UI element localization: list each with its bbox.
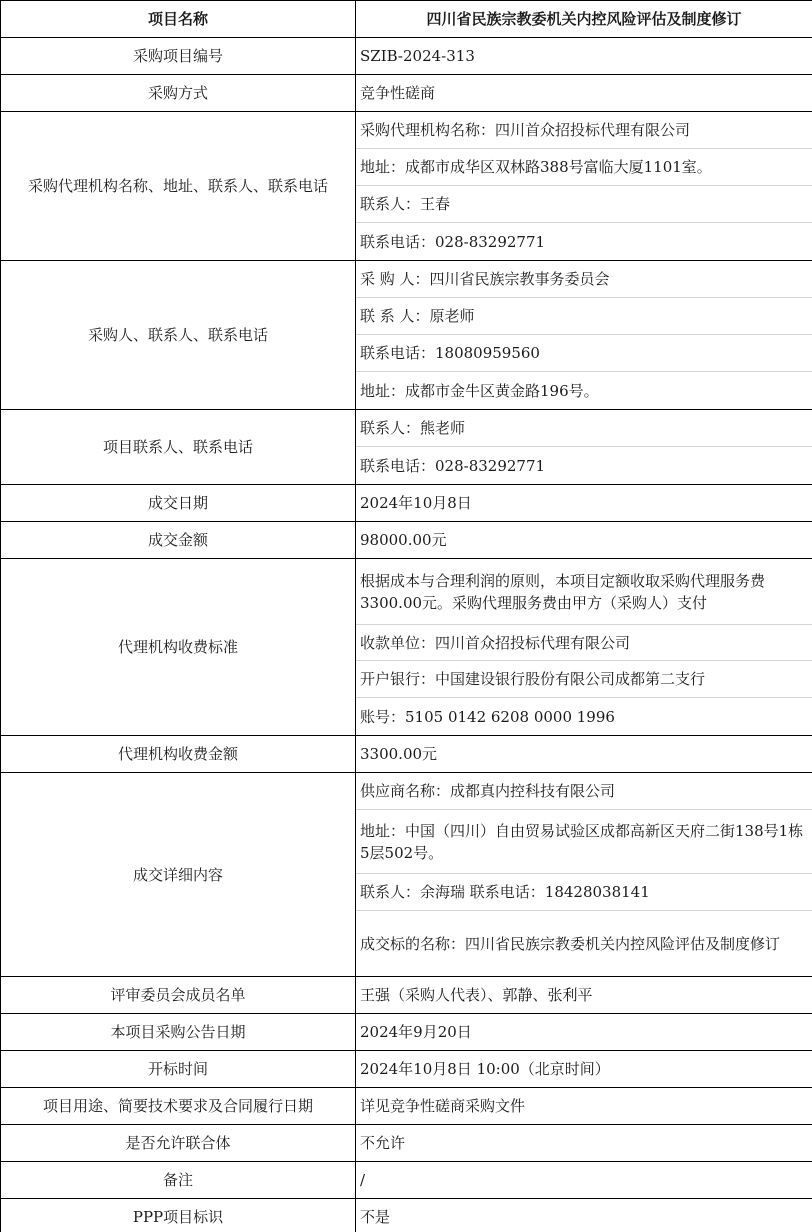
row-key: 本项目采购公告日期 [1,1014,356,1051]
table-row [1,559,812,736]
table-row [1,773,812,977]
table-row [1,736,812,773]
table-row [1,38,812,75]
row-value-line: 采 购 人：四川省民族宗教事务委员会 [356,261,812,298]
row-value-line: 地址：成都市金牛区黄金路196号。 [360,381,599,400]
row-value-line: 开户银行：中国建设银行股份有限公司成都第二支行 [356,661,812,698]
table-row [1,1014,812,1051]
table-row [1,1199,812,1232]
table-row [1,410,812,485]
row-key: 采购项目编号 [1,38,356,75]
row-value-line: 采购代理机构名称：四川首众招投标代理有限公司 [356,112,812,149]
row-value: 2024年10月8日 [356,485,812,522]
row-value-line: 账号：5105 0142 6208 0000 1996 [360,707,615,726]
row-value-line: 地址：成都市成华区双林路388号富临大厦1101室。 [356,149,812,186]
table-row [1,977,812,1014]
row-key: 成交详细内容 [1,773,356,977]
row-value-line: 联系电话：028-83292771 [360,232,546,251]
table-row [1,1088,812,1125]
row-value: 王强（采购人代表）、郭静、张利平 [356,977,812,1014]
row-value: / [356,1162,812,1199]
row-value [356,410,812,485]
row-value: 竞争性磋商 [356,75,812,112]
table-row [1,112,812,261]
row-value: 98000.00元 [356,522,812,559]
row-value: 2024年10月8日 10:00（北京时间） [356,1051,812,1088]
row-value [356,559,812,736]
row-value [356,261,812,410]
row-value-line: 联系人：王春 [356,186,812,223]
row-key: 代理机构收费金额 [1,736,356,773]
row-value-line: 联系电话：18080959560 [356,335,812,372]
table-row [1,485,812,522]
row-key: 开标时间 [1,1051,356,1088]
row-key: 项目用途、简要技术要求及合同履行日期 [1,1088,356,1125]
row-value-line: 成交标的名称：四川省民族宗教委机关内控风险评估及制度修订 [360,934,781,953]
table-row [1,522,812,559]
table-row [1,1162,812,1199]
row-value-line: 联系人：余海瑞 联系电话：18428038141 [356,874,812,911]
row-value-line: 联系人：熊老师 [356,410,812,447]
row-key: 成交日期 [1,485,356,522]
row-key: PPP项目标识 [1,1199,356,1232]
row-key: 是否允许联合体 [1,1125,356,1162]
table-header-row [1,1,812,38]
row-value: 3300.00元 [356,736,812,773]
row-value-line: 地址：中国（四川）自由贸易试验区成都高新区天府二街138号1栋5层502号。 [356,810,812,874]
row-key: 评审委员会成员名单 [1,977,356,1014]
table-row [1,1051,812,1088]
row-value: 2024年9月20日 [356,1014,812,1051]
row-key: 备注 [1,1162,356,1199]
row-value: SZIB-2024-313 [356,38,812,75]
row-value-line: 联系电话：028-83292771 [360,456,546,475]
row-value-line: 收款单位：四川首众招投标代理有限公司 [356,625,812,661]
row-value-line: 供应商名称：成都真内控科技有限公司 [356,773,812,810]
row-key: 采购方式 [1,75,356,112]
row-key: 成交金额 [1,522,356,559]
row-value: 详见竞争性磋商采购文件 [356,1088,812,1125]
row-value: 不允许 [356,1125,812,1162]
row-key: 采购人、联系人、联系电话 [1,261,356,410]
row-value-line: 根据成本与合理利润的原则，本项目定额收取采购代理服务费3300.00元。采购代理服务费由甲方（采购人）支付 [356,559,812,625]
table-row [1,75,812,112]
header-key-cell: 项目名称 [1,1,356,38]
row-key: 代理机构收费标准 [1,559,356,736]
row-value [356,112,812,261]
table-row [1,261,812,410]
row-value: 不是 [356,1199,812,1232]
row-value [356,773,812,977]
header-value-cell: 四川省民族宗教委机关内控风险评估及制度修订 [356,1,812,38]
row-value-line: 联 系 人：原老师 [356,298,812,335]
table-row [1,1125,812,1162]
row-key: 项目联系人、联系电话 [1,410,356,485]
row-key: 采购代理机构名称、地址、联系人、联系电话 [1,112,356,261]
